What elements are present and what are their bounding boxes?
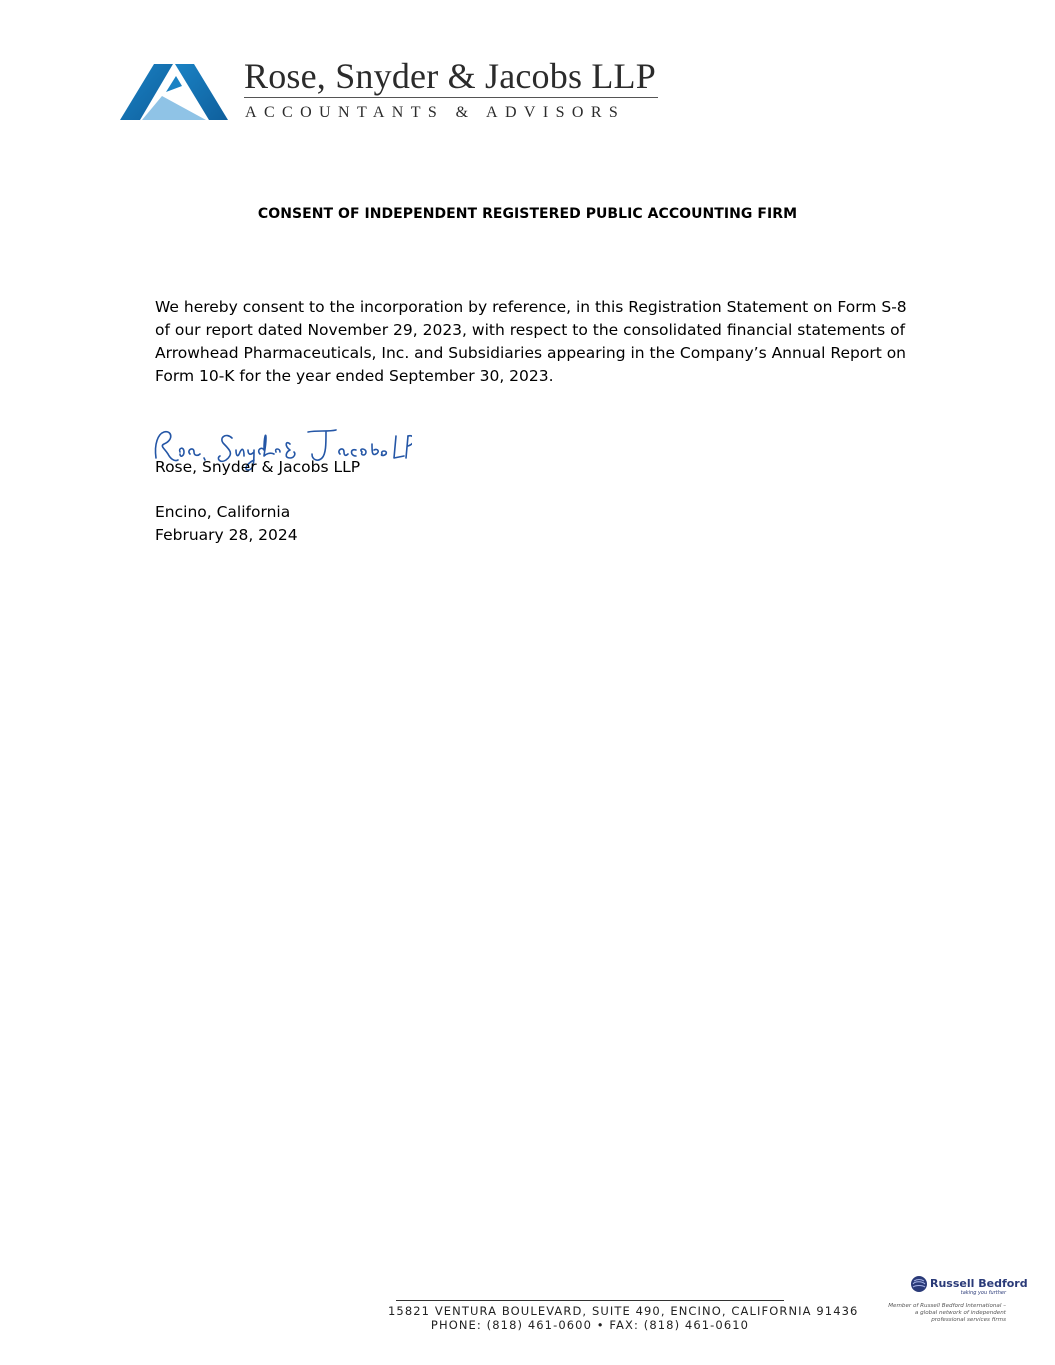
- footer-rule: [396, 1300, 784, 1301]
- letterhead-rule: [244, 97, 658, 98]
- firm-tagline: ACCOUNTANTS & ADVISORS: [245, 104, 626, 121]
- membership-line: a global network of independent: [914, 1310, 1006, 1317]
- footer-phone: PHONE: (818) 461-0600 • FAX: (818) 461-0610: [430, 1318, 750, 1332]
- membership-line: professional services firms: [931, 1317, 1006, 1324]
- globe-icon: [910, 1275, 928, 1293]
- network-tagline: taking you further: [960, 1290, 1006, 1296]
- signer-name: Rose, Snyder & Jacobs LLP: [155, 458, 361, 476]
- paragraph-line: Form 10-K for the year ended September 30, 2023.: [155, 367, 554, 385]
- membership-line: Member of Russell Bedford International –: [888, 1303, 1006, 1309]
- signing-date: February 28, 2024: [155, 526, 298, 544]
- document-title: CONSENT OF INDEPENDENT REGISTERED PUBLIC ACCOUNTING FIRM: [257, 206, 798, 222]
- firm-name: Rose, Snyder & Jacobs LLP: [244, 56, 656, 96]
- consent-paragraph: [155, 296, 907, 388]
- paragraph-line: of our report dated November 29, 2023, with respect to the consolidated financial statements of: [155, 321, 906, 339]
- signing-location: Encino, California: [155, 503, 291, 521]
- network-name: Russell Bedford: [930, 1277, 1028, 1290]
- paragraph-line: We hereby consent to the incorporation by reference, in this Registration Statement on Form S-8: [155, 298, 907, 316]
- triangle-logo-icon: [120, 62, 228, 122]
- paragraph-line: Arrowhead Pharmaceuticals, Inc. and Subsidiaries appearing in the Company’s Annual Report on: [155, 344, 907, 362]
- footer-address: 15821 VENTURA BOULEVARD, SUITE 490, ENCINO, CALIFORNIA 91436: [388, 1304, 859, 1318]
- network-membership: [880, 1303, 1006, 1325]
